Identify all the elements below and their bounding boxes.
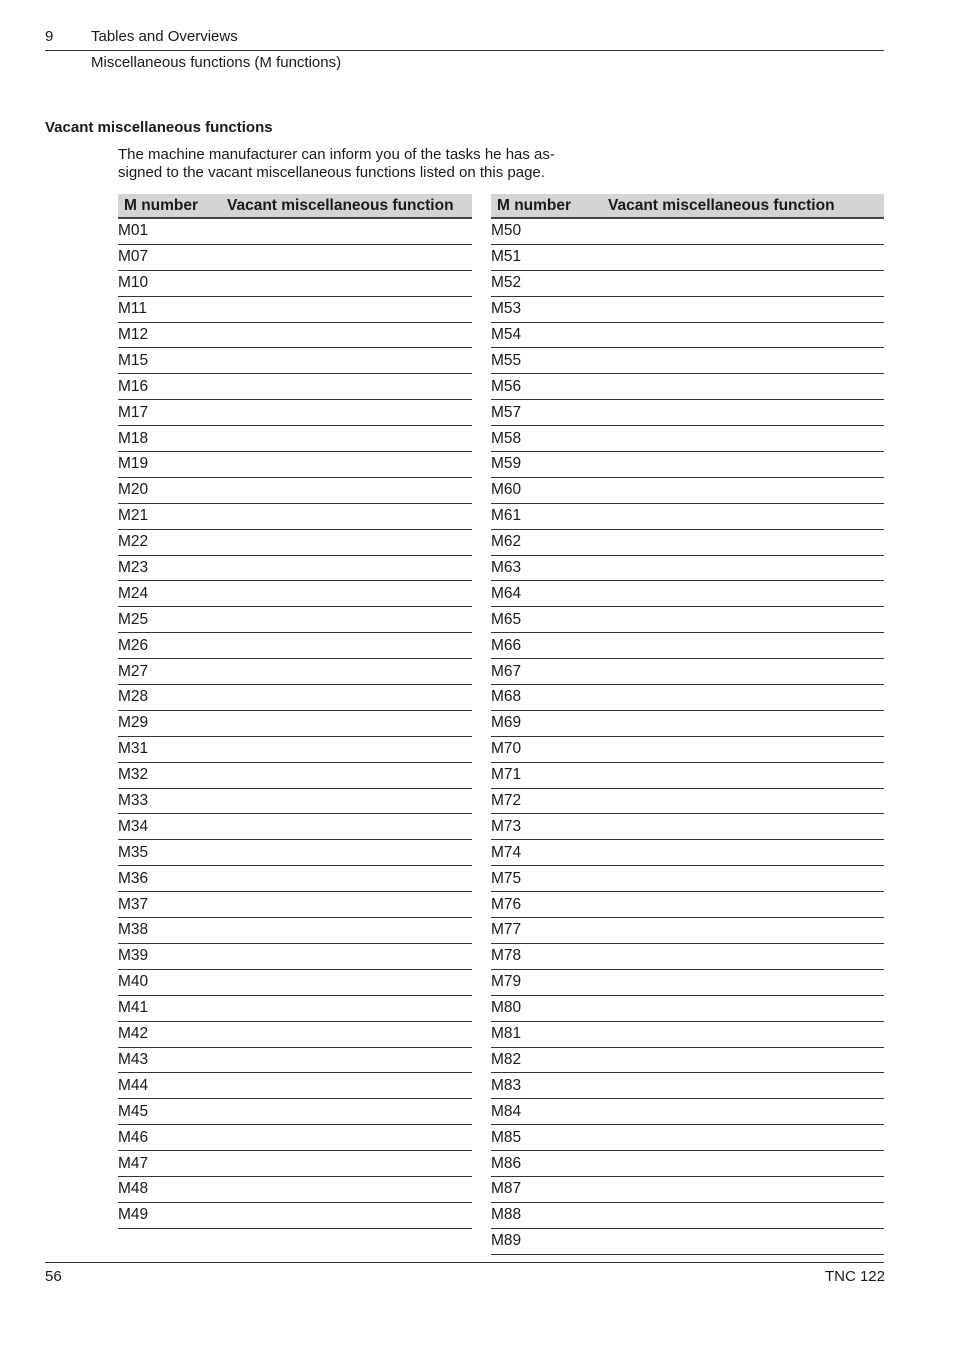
m-number-cell: M84	[491, 1099, 602, 1125]
vacant-function-cell	[602, 1099, 884, 1125]
table-row	[491, 1202, 884, 1228]
m-number-cell: M59	[491, 452, 602, 478]
table-row	[491, 348, 884, 374]
vacant-function-cell	[221, 814, 472, 840]
vacant-function-cell	[602, 426, 884, 452]
m-number-cell: M61	[491, 503, 602, 529]
m-number-cell: M70	[491, 736, 602, 762]
table-row	[491, 452, 884, 478]
footer-divider	[45, 1262, 884, 1263]
table-row	[491, 296, 884, 322]
table-row	[491, 503, 884, 529]
m-number-cell: M16	[118, 374, 221, 400]
m-number-cell: M83	[491, 1073, 602, 1099]
table-row	[118, 426, 472, 452]
m-number-cell: M66	[491, 633, 602, 659]
chapter-number: 9	[45, 28, 54, 45]
table-row	[118, 374, 472, 400]
m-number-cell: M74	[491, 840, 602, 866]
table-row	[118, 1073, 472, 1099]
vacant-function-cell	[602, 270, 884, 296]
m-number-cell: M55	[491, 348, 602, 374]
vacant-function-cell	[221, 1047, 472, 1073]
vacant-function-cell	[602, 840, 884, 866]
table-row	[491, 762, 884, 788]
m-number-cell: M76	[491, 892, 602, 918]
table-row	[118, 477, 472, 503]
column-header-vacant-function: Vacant miscellaneous function	[221, 194, 472, 218]
table-row	[118, 633, 472, 659]
table-row	[491, 814, 884, 840]
m-number-cell: M34	[118, 814, 221, 840]
table-row	[491, 1021, 884, 1047]
table-row	[491, 736, 884, 762]
table-row	[118, 762, 472, 788]
m-number-cell: M47	[118, 1151, 221, 1177]
table-row	[118, 710, 472, 736]
m-number-cell: M50	[491, 218, 602, 244]
table-row	[491, 995, 884, 1021]
table-row	[491, 918, 884, 944]
table-row	[118, 1021, 472, 1047]
m-number-cell: M62	[491, 529, 602, 555]
m-number-cell: M36	[118, 866, 221, 892]
m-number-cell: M80	[491, 995, 602, 1021]
table-row	[491, 1176, 884, 1202]
m-number-cell: M52	[491, 270, 602, 296]
vacant-function-cell	[602, 244, 884, 270]
table-row	[491, 322, 884, 348]
m-number-cell: M64	[491, 581, 602, 607]
table-row	[118, 1099, 472, 1125]
vacant-function-cell	[602, 633, 884, 659]
table-row	[118, 866, 472, 892]
vacant-function-cell	[221, 1151, 472, 1177]
vacant-function-cell	[602, 995, 884, 1021]
m-number-cell: M43	[118, 1047, 221, 1073]
vacant-function-cell	[602, 659, 884, 685]
m-number-cell: M71	[491, 762, 602, 788]
section-title: Miscellaneous functions (M functions)	[91, 54, 342, 71]
m-number-cell: M07	[118, 244, 221, 270]
vacant-function-cell	[602, 348, 884, 374]
m-number-cell: M15	[118, 348, 221, 374]
vacant-function-cell	[221, 892, 472, 918]
m-number-cell: M19	[118, 452, 221, 478]
table-header-row	[118, 194, 472, 218]
section-heading: Vacant miscellaneous functions	[45, 119, 273, 136]
m-number-cell: M40	[118, 969, 221, 995]
table-row	[118, 218, 472, 244]
vacant-function-cell	[221, 943, 472, 969]
m-number-cell: M85	[491, 1125, 602, 1151]
m-number-cell: M25	[118, 607, 221, 633]
vacant-function-cell	[221, 270, 472, 296]
m-number-cell: M24	[118, 581, 221, 607]
table-row	[118, 659, 472, 685]
m-number-cell: M12	[118, 322, 221, 348]
m-number-cell: M72	[491, 788, 602, 814]
vacant-function-cell	[221, 762, 472, 788]
intro-paragraph: The machine manufacturer can inform you of the tasks he has as- signed to the vacant miscellaneous functions listed on this page.	[118, 146, 555, 181]
vacant-function-cell	[602, 374, 884, 400]
table-row	[118, 296, 472, 322]
m-number-cell: M49	[118, 1202, 221, 1228]
m-number-cell: M53	[491, 296, 602, 322]
vacant-function-cell	[602, 814, 884, 840]
vacant-function-cell	[221, 1099, 472, 1125]
column-header-m-number: M number	[491, 194, 602, 218]
vacant-function-cell	[602, 1202, 884, 1228]
table-row	[491, 943, 884, 969]
m-number-cell: M38	[118, 918, 221, 944]
table-row	[118, 555, 472, 581]
table-row	[118, 685, 472, 711]
vacant-function-cell	[221, 918, 472, 944]
m-number-cell: M77	[491, 918, 602, 944]
m-number-cell: M86	[491, 1151, 602, 1177]
table-row	[118, 503, 472, 529]
vacant-function-cell	[602, 400, 884, 426]
table-row	[491, 244, 884, 270]
m-number-cell: M35	[118, 840, 221, 866]
m-number-cell: M28	[118, 685, 221, 711]
vacant-function-cell	[221, 788, 472, 814]
m-number-cell: M69	[491, 710, 602, 736]
m-number-cell: M20	[118, 477, 221, 503]
vacant-function-cell	[221, 607, 472, 633]
m-number-cell: M67	[491, 659, 602, 685]
m-number-cell: M22	[118, 529, 221, 555]
table-row	[118, 943, 472, 969]
m-number-cell: M26	[118, 633, 221, 659]
table-row	[491, 607, 884, 633]
vacant-function-cell	[602, 685, 884, 711]
vacant-function-cell	[221, 866, 472, 892]
vacant-function-cell	[221, 400, 472, 426]
m-number-cell: M48	[118, 1176, 221, 1202]
vacant-function-cell	[221, 581, 472, 607]
table-row	[491, 426, 884, 452]
table-row	[118, 348, 472, 374]
table-row	[491, 1228, 884, 1254]
vacant-function-cell	[602, 555, 884, 581]
header-divider	[45, 50, 884, 51]
table-row	[491, 892, 884, 918]
vacant-function-cell	[221, 426, 472, 452]
table-row	[491, 374, 884, 400]
table-row	[491, 218, 884, 244]
vacant-function-cell	[602, 943, 884, 969]
table-row	[118, 969, 472, 995]
m-number-cell: M31	[118, 736, 221, 762]
m-number-cell: M60	[491, 477, 602, 503]
m-number-cell: M17	[118, 400, 221, 426]
page-number: 56	[45, 1268, 62, 1285]
chapter-title: Tables and Overviews	[91, 28, 238, 45]
vacant-function-cell	[221, 685, 472, 711]
table-row	[491, 400, 884, 426]
vacant-function-cell	[221, 452, 472, 478]
m-number-cell: M79	[491, 969, 602, 995]
vacant-function-cell	[221, 322, 472, 348]
table-row	[118, 840, 472, 866]
table-row	[491, 1125, 884, 1151]
vacant-function-cell	[602, 866, 884, 892]
m-number-cell: M68	[491, 685, 602, 711]
vacant-function-cell	[221, 529, 472, 555]
m-number-cell: M75	[491, 866, 602, 892]
vacant-function-cell	[602, 503, 884, 529]
vacant-function-cell	[221, 1176, 472, 1202]
table-row	[118, 452, 472, 478]
vacant-function-cell	[602, 607, 884, 633]
table-row	[491, 710, 884, 736]
table-row	[491, 1047, 884, 1073]
vacant-function-cell	[602, 736, 884, 762]
table-row	[491, 633, 884, 659]
vacant-function-cell	[602, 452, 884, 478]
m-number-cell: M33	[118, 788, 221, 814]
m-number-cell: M78	[491, 943, 602, 969]
vacant-function-cell	[221, 969, 472, 995]
table-row	[118, 322, 472, 348]
m-number-cell: M63	[491, 555, 602, 581]
vacant-function-cell	[602, 296, 884, 322]
table-row	[491, 529, 884, 555]
vacant-function-cell	[221, 840, 472, 866]
table-row	[118, 1151, 472, 1177]
vacant-function-cell	[602, 1151, 884, 1177]
column-header-m-number: M number	[118, 194, 221, 218]
table-row	[491, 477, 884, 503]
vacant-function-cell	[221, 1073, 472, 1099]
m-number-cell: M32	[118, 762, 221, 788]
vacant-function-cell	[221, 736, 472, 762]
table-row	[118, 788, 472, 814]
vacant-function-cell	[602, 710, 884, 736]
m-number-cell: M81	[491, 1021, 602, 1047]
vacant-function-cell	[602, 218, 884, 244]
m-number-cell: M18	[118, 426, 221, 452]
m-number-cell: M65	[491, 607, 602, 633]
table-row	[118, 607, 472, 633]
m-number-cell: M56	[491, 374, 602, 400]
table-row	[491, 270, 884, 296]
vacant-function-cell	[221, 348, 472, 374]
m-number-cell: M39	[118, 943, 221, 969]
m-number-cell: M46	[118, 1125, 221, 1151]
table-row	[118, 736, 472, 762]
table-row	[118, 1202, 472, 1228]
m-number-cell: M58	[491, 426, 602, 452]
table-row	[491, 866, 884, 892]
table-header-row	[491, 194, 884, 218]
table-row	[118, 892, 472, 918]
table-row	[118, 400, 472, 426]
table-row	[491, 581, 884, 607]
document-id: TNC 122	[824, 1268, 885, 1285]
table-row	[491, 840, 884, 866]
vacant-function-cell	[602, 788, 884, 814]
vacant-function-cell	[602, 1073, 884, 1099]
vacant-function-cell	[602, 581, 884, 607]
table-row	[491, 788, 884, 814]
m-number-cell: M89	[491, 1228, 602, 1254]
table-row	[118, 995, 472, 1021]
vacant-function-cell	[602, 1047, 884, 1073]
vacant-function-cell	[221, 296, 472, 322]
m-number-cell: M88	[491, 1202, 602, 1228]
vacant-function-cell	[602, 1125, 884, 1151]
m-number-cell: M27	[118, 659, 221, 685]
m-number-cell: M37	[118, 892, 221, 918]
m-functions-table-left	[118, 194, 472, 1229]
m-number-cell: M82	[491, 1047, 602, 1073]
vacant-function-cell	[221, 1125, 472, 1151]
table-row	[491, 969, 884, 995]
table-row	[118, 1125, 472, 1151]
m-number-cell: M51	[491, 244, 602, 270]
vacant-function-cell	[221, 244, 472, 270]
vacant-function-cell	[602, 529, 884, 555]
vacant-function-cell	[602, 1021, 884, 1047]
m-number-cell: M01	[118, 218, 221, 244]
vacant-function-cell	[602, 1228, 884, 1254]
m-number-cell: M11	[118, 296, 221, 322]
vacant-function-cell	[221, 659, 472, 685]
table-row	[491, 1151, 884, 1177]
vacant-function-cell	[602, 918, 884, 944]
table-row	[491, 685, 884, 711]
m-number-cell: M23	[118, 555, 221, 581]
m-number-cell: M44	[118, 1073, 221, 1099]
vacant-function-cell	[221, 633, 472, 659]
m-number-cell: M42	[118, 1021, 221, 1047]
vacant-function-cell	[602, 477, 884, 503]
m-number-cell: M10	[118, 270, 221, 296]
table-row	[118, 270, 472, 296]
table-row	[118, 918, 472, 944]
vacant-function-cell	[221, 503, 472, 529]
vacant-function-cell	[602, 762, 884, 788]
table-row	[118, 814, 472, 840]
m-number-cell: M41	[118, 995, 221, 1021]
vacant-function-cell	[221, 555, 472, 581]
table-row	[491, 1099, 884, 1125]
m-number-cell: M54	[491, 322, 602, 348]
vacant-function-cell	[221, 710, 472, 736]
m-number-cell: M45	[118, 1099, 221, 1125]
m-number-cell: M73	[491, 814, 602, 840]
vacant-function-cell	[221, 1021, 472, 1047]
m-number-cell: M21	[118, 503, 221, 529]
vacant-function-cell	[221, 218, 472, 244]
vacant-function-cell	[221, 995, 472, 1021]
table-row	[491, 659, 884, 685]
m-number-cell: M87	[491, 1176, 602, 1202]
table-row	[491, 555, 884, 581]
table-row	[118, 1047, 472, 1073]
vacant-function-cell	[221, 1202, 472, 1228]
table-row	[118, 1176, 472, 1202]
table-row	[118, 529, 472, 555]
vacant-function-cell	[602, 892, 884, 918]
m-functions-table-right	[491, 194, 884, 1255]
vacant-function-cell	[602, 322, 884, 348]
m-number-cell: M57	[491, 400, 602, 426]
vacant-function-cell	[221, 477, 472, 503]
column-header-vacant-function: Vacant miscellaneous function	[602, 194, 884, 218]
table-row	[118, 244, 472, 270]
vacant-function-cell	[602, 1176, 884, 1202]
table-row	[491, 1073, 884, 1099]
vacant-function-cell	[602, 969, 884, 995]
m-number-cell: M29	[118, 710, 221, 736]
vacant-function-cell	[221, 374, 472, 400]
table-row	[118, 581, 472, 607]
